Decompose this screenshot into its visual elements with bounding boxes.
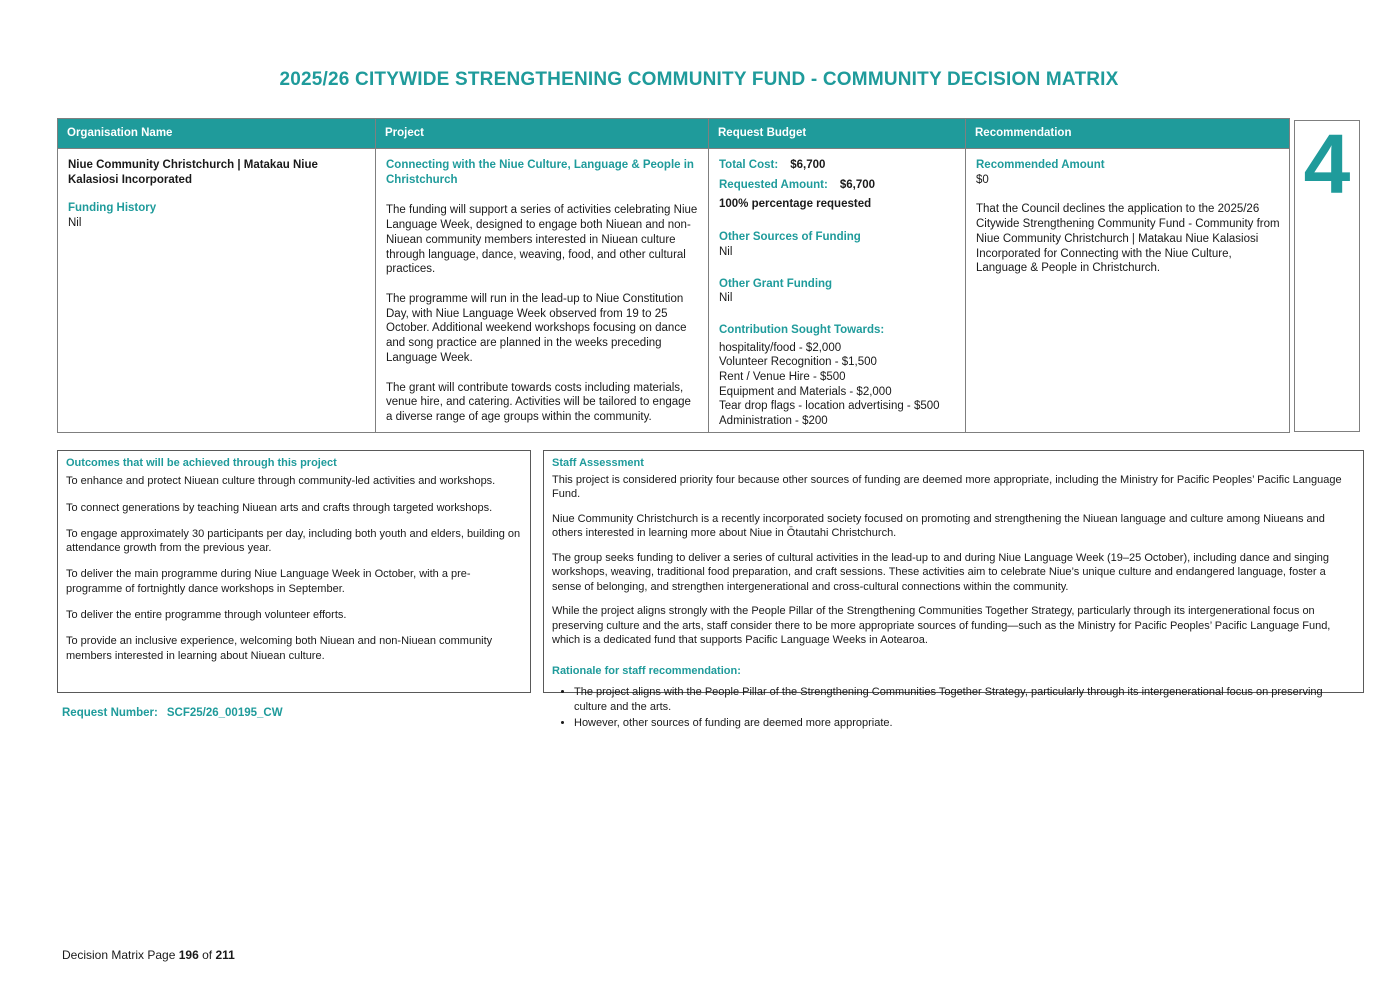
table-header-row bbox=[58, 119, 1289, 149]
contribution-label: Contribution Sought Towards: bbox=[719, 324, 885, 337]
outcome-item: To engage approximately 30 participants per day, including both youth and elders, building on attendance growth from the previous year. bbox=[66, 527, 521, 555]
header-recommendation: Recommendation bbox=[975, 127, 1072, 139]
rationale-bullet: • However, other sources of funding are deemed more appropriate. bbox=[574, 716, 1355, 731]
staff-assessment-heading: Staff Assessment bbox=[552, 457, 644, 469]
page-title: 2025/26 CITYWIDE STRENGTHENING COMMUNITY FUND - COMMUNITY DECISION MATRIX bbox=[279, 69, 1119, 90]
recommended-amount-label: Recommended Amount bbox=[976, 159, 1105, 171]
project-paragraph: The grant will contribute towards costs including materials, venue hire, and catering. Activities will be tailored to engage a diverse range of age groups within the community. bbox=[386, 381, 691, 424]
request-budget-cell bbox=[709, 149, 966, 432]
project-paragraph: The funding will support a series of activities celebrating Niue Language Week, designed to engage both Niuean and non-Niuean community members interested in Niuean culture through language, dance, weaving, food, and other cultural practices. bbox=[386, 204, 698, 276]
percentage-requested: 100% percentage requested bbox=[719, 198, 872, 211]
contribution-item: Volunteer Recognition - $1,500 bbox=[719, 356, 877, 369]
organisation-name: Niue Community Christchurch | Matakau Niue Kalasiosi Incorporated bbox=[68, 159, 318, 186]
outcomes-box bbox=[57, 450, 531, 693]
total-cost-line bbox=[719, 158, 955, 173]
contribution-item: Administration - $200 bbox=[719, 414, 828, 427]
project-cell bbox=[376, 149, 709, 432]
footer-total-pages: 211 bbox=[215, 948, 235, 962]
staff-assessment-paragraph: While the project aligns strongly with the People Pillar of the Strengthening Communities Together Strategy, particularly through its intergenerational focus on preserving culture and the arts, staff consider there to be more appropriate sources of funding—such as the Ministry for Pacific Peoples’ Pacific Language Fund, which is a dedicated fund that supports Pacific Language Weeks in Aotearoa. bbox=[552, 605, 1331, 647]
staff-assessment-box bbox=[543, 450, 1364, 730]
outcomes-list bbox=[66, 474, 522, 663]
priority-rank-number: 4 bbox=[1303, 117, 1351, 211]
contribution-item: Rent / Venue Hire - $500 bbox=[719, 370, 846, 383]
header-project: Project bbox=[376, 119, 709, 148]
outcome-item: To deliver the entire programme through volunteer efforts. bbox=[66, 609, 347, 622]
contribution-items bbox=[719, 341, 955, 429]
requested-amount-value: $6,700 bbox=[839, 178, 876, 191]
rationale-bullets bbox=[552, 685, 1355, 731]
other-sources-label: Other Sources of Funding bbox=[719, 231, 861, 244]
page-footer bbox=[62, 948, 235, 962]
outcome-item: To enhance and protect Niuean culture through community-led activities and workshops. bbox=[66, 475, 496, 488]
request-number bbox=[62, 707, 283, 719]
organisation-cell bbox=[58, 149, 376, 432]
contribution-item: hospitality/food - $2,000 bbox=[719, 341, 842, 354]
project-paragraph: The programme will run in the lead-up to Niue Constitution Day, with Niue Language Week observed from 19 to 25 October. Additional weekend workshops focusing on dance and song practice are planned in the weeks preceding Language Week. bbox=[386, 293, 687, 364]
table-row bbox=[58, 149, 1289, 432]
requested-amount-label: Requested Amount: bbox=[719, 178, 828, 191]
footer-page-number: 196 bbox=[178, 948, 199, 962]
recommendation-cell bbox=[966, 149, 1291, 432]
priority-rank-box bbox=[1294, 117, 1360, 432]
other-grant-label: Other Grant Funding bbox=[719, 277, 833, 290]
other-sources-value: Nil bbox=[719, 245, 733, 258]
staff-assessment-paragraphs bbox=[552, 473, 1355, 648]
outcome-item: To provide an inclusive experience, welcoming both Niuean and non-Niuean community members interested in learning about Niuean culture. bbox=[66, 635, 493, 662]
recommended-amount-value: $0 bbox=[976, 173, 989, 186]
staff-assessment-paragraph: Niue Community Christchurch is a recently incorporated society focused on promoting and strengthening the Niuean language and culture among Niueans and others interested in learning more about Niue in Ōtautahi Christchurch. bbox=[552, 512, 1325, 540]
total-cost-label: Total Cost: bbox=[719, 159, 779, 171]
staff-assessment-paragraph: This project is considered priority four because other sources of funding are deemed more appropriate, including the Ministry for Pacific Peoples’ Pacific Language Fund. bbox=[552, 473, 1342, 501]
other-grant-value: Nil bbox=[719, 292, 733, 305]
contribution-item: Tear drop flags - location advertising - $500 bbox=[719, 400, 940, 413]
outcome-item: To connect generations by teaching Niuean arts and crafts through targeted workshops. bbox=[66, 501, 493, 514]
other-sources-block bbox=[719, 230, 955, 259]
funding-history-label: Funding History bbox=[68, 202, 157, 215]
header-request-budget: Request Budget bbox=[709, 119, 966, 148]
recommendation-text: That the Council declines the application to the 2025/26 Citywide Strengthening Community Fund - Community from Niue Community Christchurch | Matakau Niue Kalasiosi Incorporated for Connecting with the Niue Culture, Language & People in Christchurch. bbox=[976, 203, 1280, 275]
request-number-value: SCF25/26_00195_CW bbox=[166, 707, 283, 719]
requested-amount-line bbox=[719, 178, 955, 193]
footer-of: of bbox=[198, 948, 216, 962]
project-title: Connecting with the Niue Culture, Language & People in Christchurch bbox=[386, 159, 694, 186]
rationale-bullet: • The project aligns with the People Pillar of the Strengthening Communities Together Strategy, particularly through its intergenerational focus on preserving culture and the arts. bbox=[574, 685, 1355, 714]
other-grant-block bbox=[719, 277, 955, 306]
outcome-item: To deliver the main programme during Niue Language Week in October, with a pre-programme of fortnightly dance workshops in September. bbox=[66, 568, 471, 595]
staff-assessment-paragraph: The group seeks funding to deliver a series of cultural activities in the lead-up to and during Niue Language Week (19–25 October), including dance and singing workshops, weaving, traditional food preparation, and craft sessions. These activities aim to celebrate Niue’s unique culture and endangered language, foster a sense of belonging, and strengthen intergenerational and cross-cultural connections within the community. bbox=[552, 551, 1330, 593]
rationale-heading: Rationale for staff recommendation: bbox=[552, 664, 741, 677]
header-organisation-name: Organisation Name bbox=[58, 119, 376, 148]
project-description bbox=[386, 203, 698, 424]
decision-matrix-table bbox=[57, 118, 1290, 433]
request-number-label: Request Number: bbox=[62, 707, 158, 719]
funding-history-value: Nil bbox=[68, 217, 82, 230]
footer-prefix: Decision Matrix Page bbox=[62, 948, 179, 962]
outcomes-heading: Outcomes that will be achieved through this project bbox=[66, 457, 337, 469]
total-cost-value: $6,700 bbox=[790, 159, 826, 171]
contribution-item: Equipment and Materials - $2,000 bbox=[719, 385, 892, 398]
